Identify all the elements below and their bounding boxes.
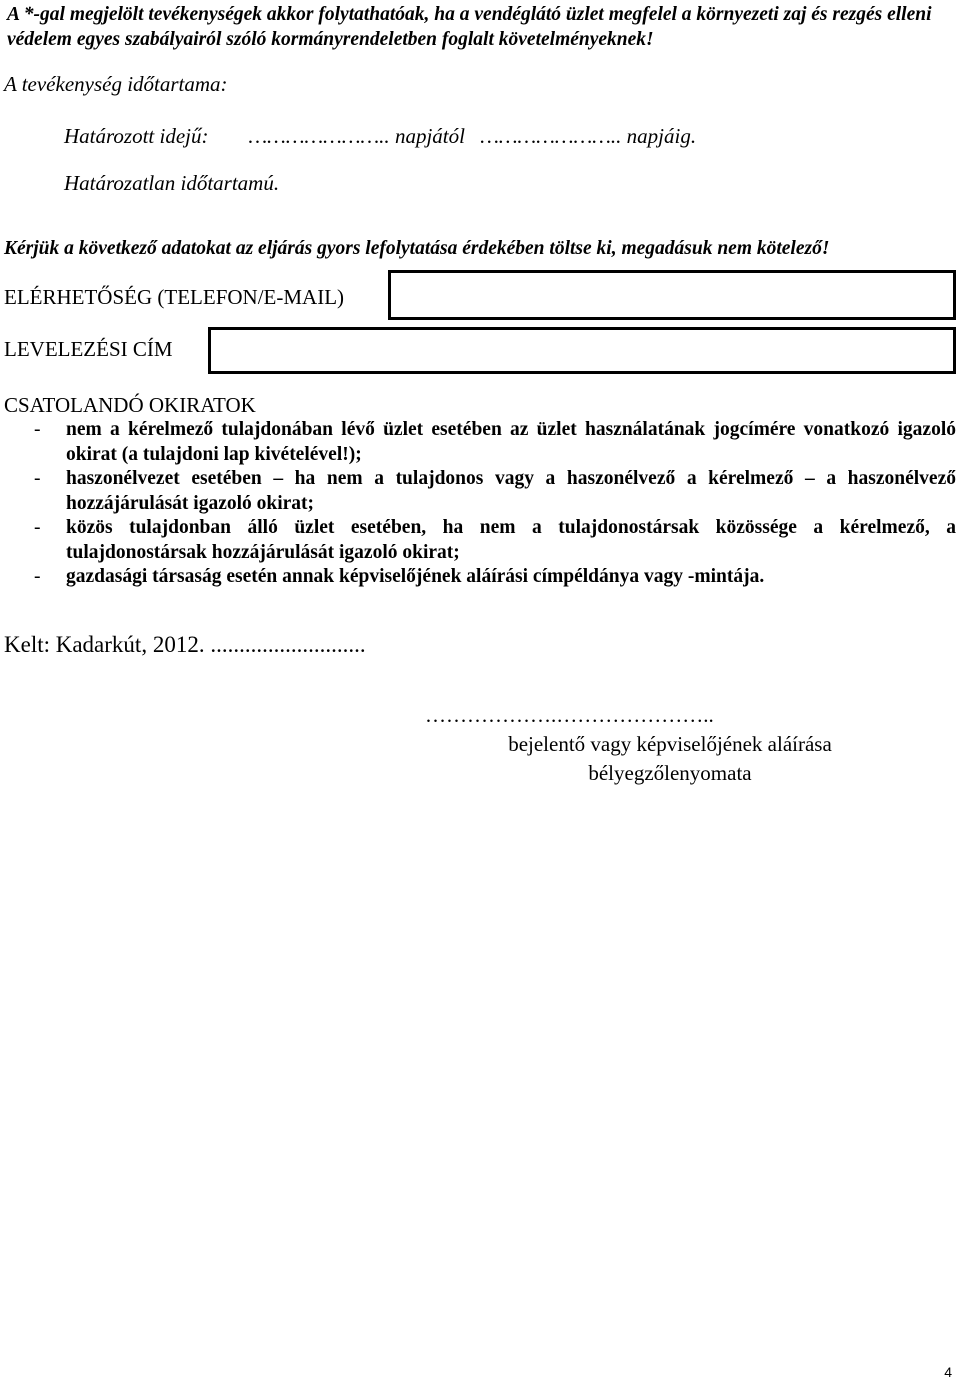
to-date-dots[interactable]: ………………….. xyxy=(480,124,622,148)
contact-label: ELÉRHETŐSÉG (TELEFON/E-MAIL) xyxy=(4,285,345,309)
contact-field[interactable] xyxy=(388,270,956,320)
fixed-duration-row xyxy=(64,124,696,149)
list-bullet: - xyxy=(34,419,41,440)
duration-label: A tevékenység időtartama: xyxy=(4,72,228,96)
page-number: 4 xyxy=(944,1364,952,1380)
to-suffix: napjáig. xyxy=(626,124,697,148)
dated-line: Kelt: Kadarkút, 2012. ........................... xyxy=(4,632,366,657)
signature-caption xyxy=(400,730,940,787)
list-item: - közös tulajdonban álló üzlet esetében, ha nem a tulajdonostársak közössége a kérelmező, a tulajdonostársak hozzájárulását igazoló okirat; xyxy=(34,517,956,563)
list-bullet: - xyxy=(34,468,41,489)
from-date-dots[interactable]: ………………….. xyxy=(248,124,390,148)
signature-caption-line1: bejelentő vagy képviselőjének aláírása xyxy=(508,732,832,756)
documents-title: CSATOLANDÓ OKIRATOK xyxy=(4,393,256,417)
fixed-duration-label: Határozott idejű: xyxy=(64,124,209,148)
notice-text: A *-gal megjelölt tevékenységek akkor folytathatóak, ha a vendéglátó üzlet megfelel a környezeti zaj és rezgés elleni védelem egyes szabályairól szóló kormányrendeletben foglalt követelményeknek! xyxy=(7,4,932,50)
request-note: Kérjük a következő adatokat az eljárás gyors lefolytatása érdekében töltse ki, megadásuk nem kötelező! xyxy=(4,238,830,259)
indefinite-duration-label: Határozatlan időtartamú. xyxy=(64,171,280,195)
list-item: - haszonélvezet esetében – ha nem a tulajdonos vagy a haszonélvező a kérelmező – a haszonélvező hozzájárulását igazoló okirat; xyxy=(34,468,956,514)
mailing-address-label: LEVELEZÉSI CÍM xyxy=(4,337,173,361)
from-suffix: napjától xyxy=(394,124,465,148)
mailing-address-field[interactable] xyxy=(208,327,956,374)
list-item: - nem a kérelmező tulajdonában lévő üzlet esetében az üzlet használatának jogcímére vonatkozó igazoló okirat (a tulajdoni lap kivételével!); xyxy=(34,419,956,465)
list-bullet: - xyxy=(34,517,41,538)
list-bullet: - xyxy=(34,566,41,587)
signature-line: ……………….………………….. xyxy=(425,703,714,727)
documents-list xyxy=(0,418,956,590)
signature-caption-line2: bélyegzőlenyomata xyxy=(588,760,752,785)
list-item: - gazdasági társaság esetén annak képviselőjének aláírási címpéldánya vagy -mintája. xyxy=(0,565,956,590)
